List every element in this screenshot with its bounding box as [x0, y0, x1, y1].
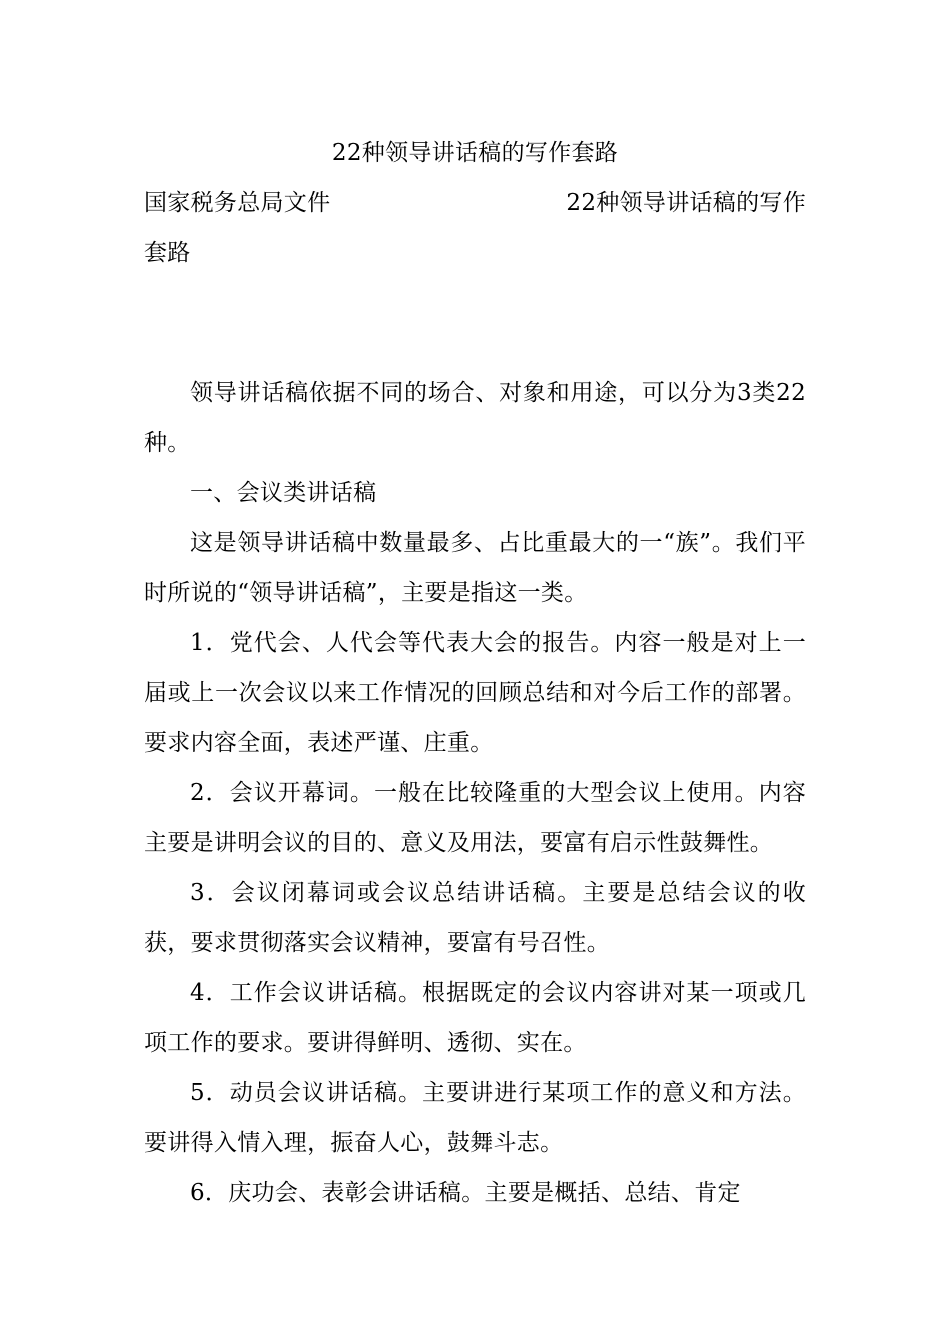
header-line [144, 178, 806, 228]
document-title: 22种领导讲话稿的写作套路 [331, 140, 619, 166]
list-item-6: 6．庆功会、表彰会讲话稿。主要是概括、总结、肯定 [190, 1180, 741, 1206]
document-body [144, 128, 806, 1218]
list-item-1: 1．党代会、人代会等代表大会的报告。内容一般是对上一届或上一次会议以来工作情况的回顾总结和对今后工作的部署。要求内容全面，表述严谨、庄重。 [144, 630, 806, 756]
paragraph-section-intro: 这是领导讲话稿中数量最多、占比重最大的一“族”。我们平时所说的“领导讲话稿”，主要是指这一类。 [144, 530, 806, 606]
blank-space [144, 278, 806, 368]
list-item-2: 2．会议开幕词。一般在比较隆重的大型会议上使用。内容主要是讲明会议的目的、意义及用法，要富有启示性鼓舞性。 [144, 780, 806, 856]
list-item-3: 3．会议闭幕词或会议总结讲话稿。主要是总结会议的收获，要求贯彻落实会议精神，要富有号召性。 [144, 880, 806, 956]
list-item-5: 5．动员会议讲话稿。主要讲进行某项工作的意义和方法。要讲得入情入理，振奋人心，鼓舞斗志。 [144, 1080, 806, 1156]
document-header [144, 178, 806, 278]
list-item-4: 4．工作会议讲话稿。根据既定的会议内容讲对某一项或几项工作的要求。要讲得鲜明、透彻、实在。 [144, 980, 806, 1056]
header-doc-title: 22种领导讲话稿的写作 [566, 190, 806, 216]
section-heading: 一、会议类讲话稿 [190, 480, 377, 506]
header-source: 国家税务总局文件 [144, 190, 331, 216]
paragraph-intro: 领导讲话稿依据不同的场合、对象和用途，可以分为3类22种。 [144, 380, 806, 456]
header-doc-title-continued: 套路 [144, 240, 191, 266]
